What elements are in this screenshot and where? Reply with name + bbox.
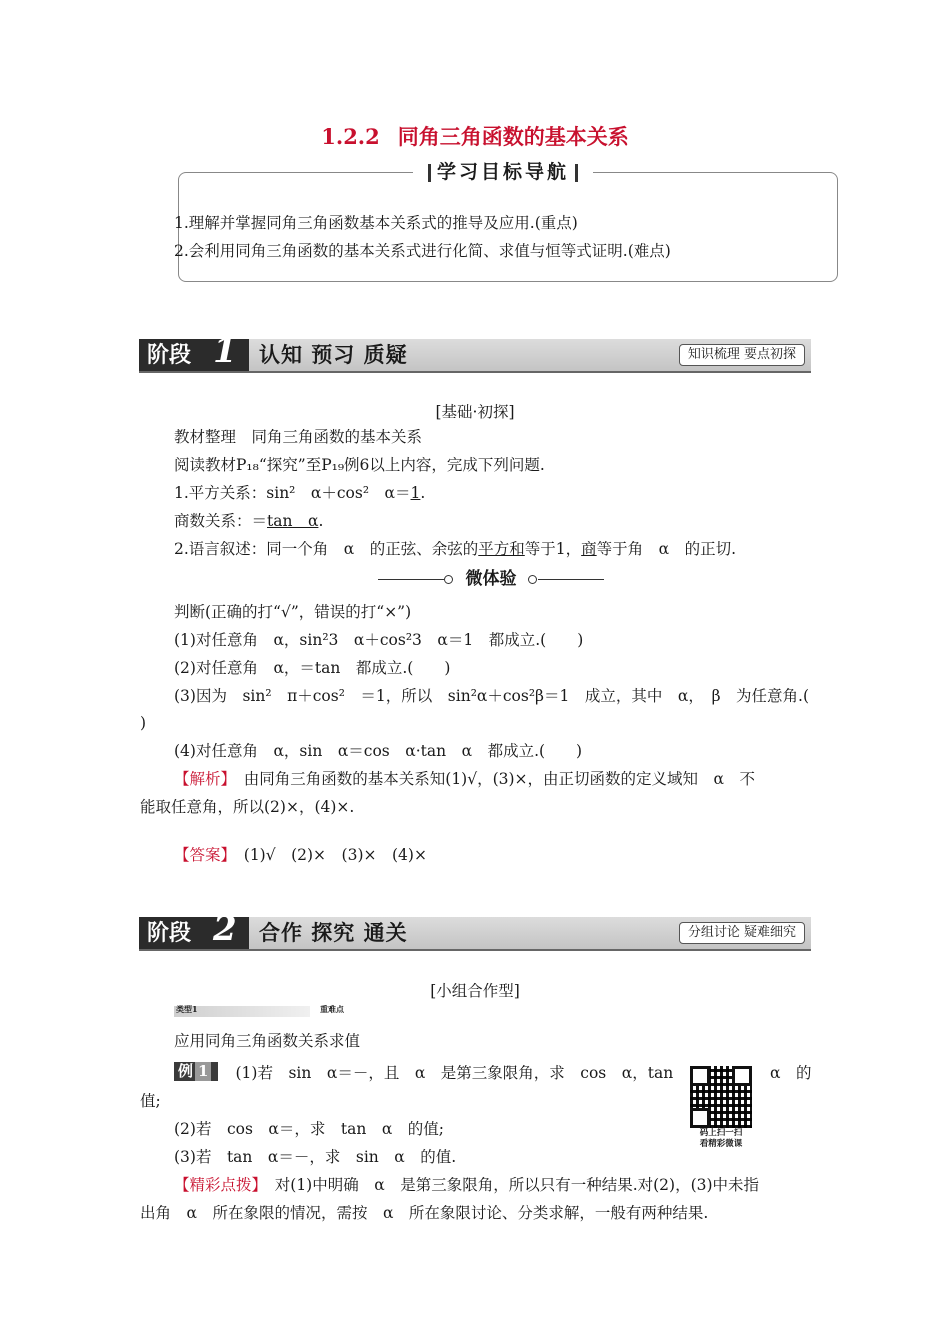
objectives-heading-wrap: [413, 158, 593, 186]
stage-label-text: 阶段: [147, 920, 192, 946]
quotient-relation: [174, 511, 323, 531]
qr-code[interactable]: [690, 1066, 752, 1128]
tip-cont: 出角 α 所在象限的情况，需按 α 所在象限讨论、分类求解，一般有两种结果.: [140, 1204, 709, 1222]
objective-item: 2.会利用同角三角函数的基本关系式进行化简、求值与恒等式证明.(难点): [174, 242, 671, 260]
page-title: [0, 121, 950, 151]
example-label: 例: [178, 1062, 194, 1080]
tip-text: 对(1)中明确 α 是第三象限角，所以只有一种结果.对(2)，(3)中未指: [259, 1176, 760, 1194]
qr-corner: [690, 1108, 710, 1128]
objectives-heading: [413, 158, 593, 186]
stage1-banner: [139, 331, 811, 373]
text: 等于1，: [524, 540, 582, 558]
example-number: 1: [195, 1062, 211, 1081]
objective-item: 1.理解并掌握同角三角函数基本关系式的推导及应用.(重点): [174, 214, 578, 232]
rule: [378, 579, 444, 580]
fill-answer: 商: [581, 540, 597, 558]
text: 商数关系：＝: [174, 512, 268, 530]
stage1-tag: 知识梳理 要点初探: [679, 344, 805, 366]
judge-item: (2)对任意角 α，＝tan 都成立.( ): [174, 659, 451, 677]
section1-subhead: [基础·初探]: [435, 403, 515, 421]
objectives-heading-text: 学习目标导航: [436, 161, 569, 183]
section-number: 1.2.2: [321, 124, 380, 149]
micro-heading: [378, 568, 604, 590]
rule: [538, 579, 604, 580]
dot: [444, 575, 453, 584]
type-end: 重难点: [320, 1004, 344, 1014]
stage2-heading: 合作 探究 通关: [259, 920, 408, 945]
qr-corner: [732, 1066, 752, 1086]
stage-number: 2: [213, 909, 237, 949]
analysis: [174, 769, 755, 789]
stage1-heading: 认知 预习 质疑: [259, 342, 408, 367]
example-badge: [174, 1062, 218, 1081]
text: 2.语言叙述：同一个角 α 的正弦、余弦的: [174, 540, 479, 558]
stage2-label: [139, 909, 249, 949]
read-line: 阅读教材P₁₈“探究”至P₁₉例6以上内容，完成下列问题.: [174, 456, 545, 474]
judge-item: (3)因为 sin² π＋cos² ＝1，所以 sin²α＋cos²β＝1 成立，其中 α， β 为任意角.(: [174, 687, 810, 705]
qr-caption-line: 看精彩微课: [699, 1139, 743, 1149]
stage2-banner: [139, 909, 811, 951]
micro-prompt: 判断(正确的打“√”，错误的打“×”): [174, 603, 412, 621]
answer-label: 【答案】: [174, 846, 229, 864]
type-bar: [174, 1006, 310, 1017]
fill-answer: 平方和: [478, 540, 525, 558]
fill-answer: tan α: [267, 512, 319, 530]
fill-answer: 1: [410, 484, 421, 502]
verbal-statement: [174, 539, 736, 559]
micro-heading-text: 微体验: [465, 569, 517, 589]
answer: [174, 845, 427, 865]
stage-label-text: 阶段: [147, 342, 192, 368]
example-line: 值;: [140, 1092, 161, 1110]
answer-text: (1)√ (2)× (3)× (4)×: [228, 846, 427, 864]
judge-item-cont: ): [140, 714, 147, 732]
stage1-label: [139, 331, 249, 371]
example-line: (3)若 tan α＝－，求 sin α 的值.: [174, 1148, 457, 1166]
text: 1.平方关系：sin² α＋cos² α＝: [174, 484, 411, 502]
text: .: [420, 484, 426, 502]
judge-item: (1)对任意角 α，sin²3 α＋cos²3 α＝1 都成立.( ): [174, 631, 584, 649]
analysis-label: 【解析】: [174, 770, 229, 788]
text: .: [318, 512, 324, 530]
example-line: (1)若 sin α＝－，且 α 是第三象限角，求 cos α，tan: [220, 1064, 674, 1082]
qr-caption: [688, 1128, 754, 1150]
tip-label: 【精彩点拨】: [174, 1176, 260, 1194]
divider: [428, 164, 431, 182]
stage2-tag: 分组讨论 疑难细究: [679, 922, 805, 944]
topic: 应用同角三角函数关系求值: [174, 1032, 361, 1050]
analysis-cont: 能取任意角，所以(2)×，(4)×.: [140, 798, 355, 816]
section-title: 同角三角函数的基本关系: [397, 124, 629, 149]
example-line: (2)若 cos α＝，求 tan α 的值;: [174, 1120, 445, 1138]
qr-caption-line: 码上扫一扫: [699, 1128, 743, 1138]
dot: [528, 575, 537, 584]
stage-number: 1: [213, 331, 237, 371]
judge-item: (4)对任意角 α，sin α＝cos α·tan α 都成立.( ): [174, 742, 583, 760]
analysis-text: 由同角三角函数的基本关系知(1)√，(3)×，由正切函数的定义域知 α 不: [228, 770, 756, 788]
square-relation: [174, 483, 425, 503]
text: 等于角 α 的正切.: [596, 540, 737, 558]
tip: [174, 1175, 759, 1195]
material-line: 教材整理 同角三角函数的基本关系: [174, 428, 423, 446]
divider: [575, 164, 578, 182]
example-line-tail: α 的: [770, 1064, 812, 1082]
qr-corner: [690, 1066, 710, 1086]
type-label: 类型1: [176, 1004, 198, 1014]
section2-subhead: [小组合作型]: [430, 982, 520, 1000]
